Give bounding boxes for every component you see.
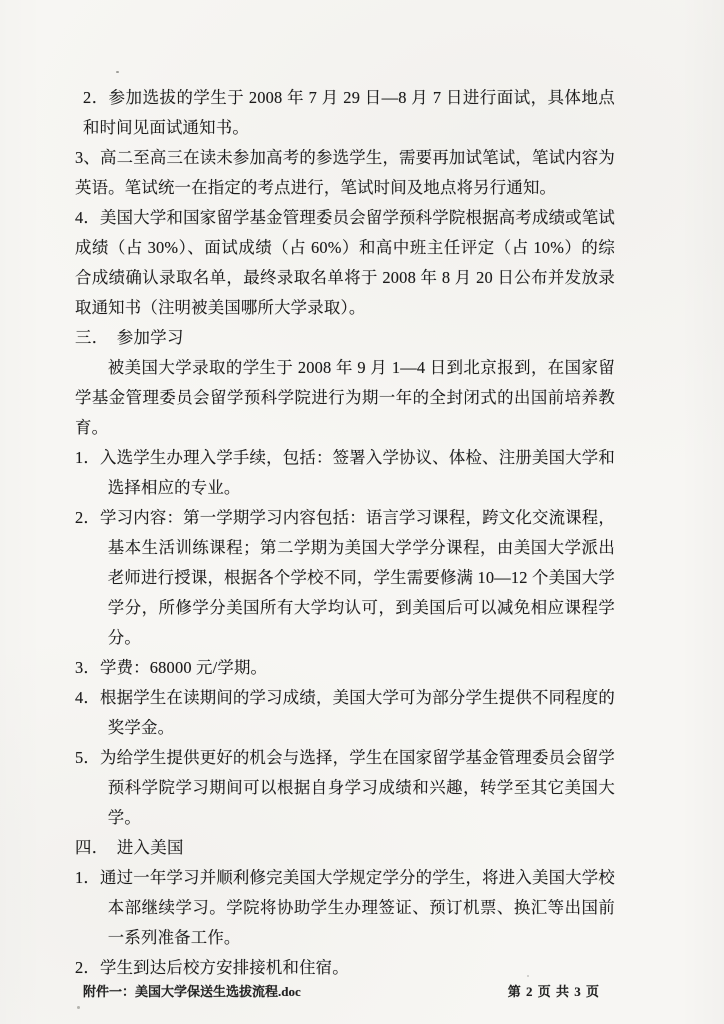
section-3-item-5: 5．为给学生提供更好的机会与选择，学生在国家留学基金管理委员会留学预科学院学习期间可以根据自身学习成绩和兴趣，转学至其它美国大学。 xyxy=(75,748,615,827)
section-3-item-1: 1．入选学生办理入学手续，包括：签署入学协议、体检、注册美国大学和选择相应的专业。 xyxy=(75,448,615,497)
list-item-2: 2．参加选拔的学生于 2008 年 7 月 29 日—8 月 7 日进行面试，具体地点和时间见面试通知书。 xyxy=(83,88,615,137)
section-4-item-1: 1．通过一年学习并顺利修完美国大学规定学分的学生，将进入美国大学校本部继续学习。学院将协助学生办理签证、预订机票、换汇等出国前一系列准备工作。 xyxy=(75,868,615,947)
list-item-4: 4．美国大学和国家留学基金管理委员会留学预科学院根据高考成绩或笔试成绩（占 30%）、面试成绩（占 60%）和高中班主任评定（占 10%）的综合成绩确认录取名单，最终录取名单将于 2008 年 8 月 20 日公布并发放录取通知书（注明被美国哪所大学录取）。 xyxy=(75,208,615,317)
scan-speck xyxy=(77,1006,80,1009)
footer-attachment-label: 附件一：美国大学保送生选拔流程.doc xyxy=(83,984,301,999)
list-item-3: 3、高二至高三在读未参加高考的参选学生，需要再加试笔试，笔试内容为英语。笔试统一在指定的考点进行，笔试时间及地点将另行通知。 xyxy=(75,148,615,197)
section-3-item-4: 4．根据学生在读期间的学习成绩，美国大学可为部分学生提供不同程度的奖学金。 xyxy=(75,688,615,737)
document-body xyxy=(75,83,615,983)
section-heading-3: 三． 参加学习 xyxy=(75,328,184,347)
scan-speck xyxy=(527,975,529,977)
section-heading-4: 四． 进入美国 xyxy=(75,838,184,857)
page-footer xyxy=(75,981,600,1000)
section-3-intro: 被美国大学录取的学生于 2008 年 9 月 1—4 日到北京报到，在国家留学基金管理委员会留学预科学院进行为期一年的全封闭式的出国前培养教育。 xyxy=(75,358,615,437)
footer-page-number: 第 2 页 共 3 页 xyxy=(507,984,600,999)
scan-speck xyxy=(116,71,119,73)
section-3-item-3: 3．学费：68000 元/学期。 xyxy=(75,658,268,677)
section-3-item-2: 2．学习内容：第一学期学习内容包括：语言学习课程，跨文化交流课程，基本生活训练课程；第二学期为美国大学学分课程，由美国大学派出老师进行授课，根据各个学校不同，学生需要修满 10—12 个美国大学学分，所修学分美国所有大学均认可，到美国后可以减免相应课程学分。 xyxy=(75,508,615,647)
section-4-item-2: 2．学生到达后校方安排接机和住宿。 xyxy=(75,958,349,977)
